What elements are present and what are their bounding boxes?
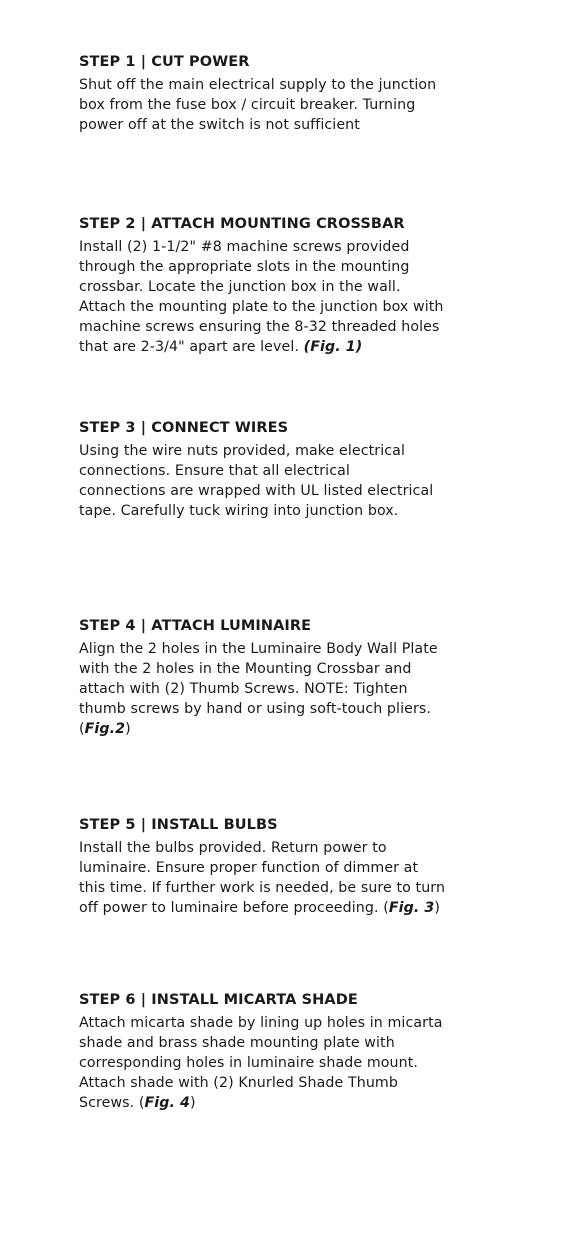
step-4-line-1: Align the 2 holes in the Luminaire Body Wall Plate [79, 641, 438, 657]
step-1-body [79, 75, 459, 135]
step-5 [79, 815, 459, 918]
step-3-line-2: connections. Ensure that all electrical [79, 463, 350, 479]
step-4-line-2: with the 2 holes in the Mounting Crossbar and [79, 661, 412, 677]
step-5-line-3: this time. If further work is needed, be sure to turn [79, 880, 446, 896]
step-6-heading: STEP 6 | INSTALL MICARTA SHADE [79, 992, 358, 1008]
step-4-line-5 [79, 719, 459, 739]
step-5-body [79, 838, 459, 918]
step-6-fig-close: ) [190, 1095, 196, 1111]
step-3-line-3: connections are wrapped with UL listed electrical [79, 483, 434, 499]
step-5-fig-open: ( [383, 900, 389, 916]
step-2-line-6-text: that are 2-3/4" apart are level. [79, 339, 304, 355]
step-2-line-2: through the appropriate slots in the mounting [79, 259, 410, 275]
step-4-line-3: attach with (2) Thumb Screws. NOTE: Tighten [79, 681, 408, 697]
step-4-fig-reference: Fig.2 [84, 721, 126, 737]
step-1 [79, 52, 459, 135]
step-5-fig-reference: Fig. 3 [388, 900, 435, 916]
step-4 [79, 616, 459, 739]
step-3 [79, 418, 459, 521]
step-5-line-2: luminaire. Ensure proper function of dimmer at [79, 860, 419, 876]
step-2-fig-close: ) [355, 339, 363, 355]
step-2-fig-reference: Fig. 1 [310, 339, 356, 355]
step-3-line-1: Using the wire nuts provided, make electrical [79, 443, 406, 459]
step-6-line-1: Attach micarta shade by lining up holes in micarta [79, 1015, 443, 1031]
step-3-line-4: tape. Carefully tuck wiring into junction box. [79, 503, 399, 519]
step-2-line-1: Install (2) 1-1/2" #8 machine screws provided [79, 239, 410, 255]
step-2 [79, 214, 459, 357]
step-1-line-1: Shut off the main electrical supply to the junction [79, 77, 437, 93]
step-5-line-4 [79, 898, 459, 918]
step-1-line-2: box from the fuse box / circuit breaker. Turning [79, 97, 416, 113]
step-4-heading: STEP 4 | ATTACH LUMINAIRE [79, 618, 312, 634]
step-2-body [79, 237, 459, 357]
step-4-line-4: thumb screws by hand or using soft-touch pliers. [79, 701, 431, 717]
step-3-heading: STEP 3 | CONNECT WIRES [79, 420, 289, 436]
step-2-line-6 [79, 337, 459, 357]
step-6-fig-reference: Fig. 4 [144, 1095, 191, 1111]
step-1-heading: STEP 1 | CUT POWER [79, 54, 250, 70]
step-6-line-2: shade and brass shade mounting plate with [79, 1035, 395, 1051]
step-5-fig-close: ) [434, 900, 440, 916]
step-2-line-3: crossbar. Locate the junction box in the wall. [79, 279, 401, 295]
step-4-body [79, 639, 459, 739]
step-4-fig-close: ) [125, 721, 131, 737]
step-6-line-3: corresponding holes in luminaire shade mount. [79, 1055, 418, 1071]
step-1-line-3: power off at the switch is not sufficient [79, 117, 360, 133]
step-6-line-4: Attach shade with (2) Knurled Shade Thumb [79, 1075, 398, 1091]
step-4-fig-open: ( [79, 721, 85, 737]
step-5-heading: STEP 5 | INSTALL BULBS [79, 817, 278, 833]
step-2-line-5: machine screws ensuring the 8-32 threaded holes [79, 319, 440, 335]
step-2-heading: STEP 2 | ATTACH MOUNTING CROSSBAR [79, 216, 405, 232]
step-6-line-5-text: Screws. [79, 1095, 139, 1111]
step-5-line-1: Install the bulbs provided. Return power to [79, 840, 387, 856]
step-5-line-4-text: off power to luminaire before proceeding. [79, 900, 384, 916]
step-2-line-4: Attach the mounting plate to the junction box with [79, 299, 444, 315]
step-3-body [79, 441, 459, 521]
step-2-fig-open: ( [303, 339, 311, 355]
step-6-fig-open: ( [138, 1095, 145, 1111]
step-6 [79, 990, 459, 1113]
step-6-line-5 [79, 1093, 459, 1113]
step-6-body [79, 1013, 459, 1113]
